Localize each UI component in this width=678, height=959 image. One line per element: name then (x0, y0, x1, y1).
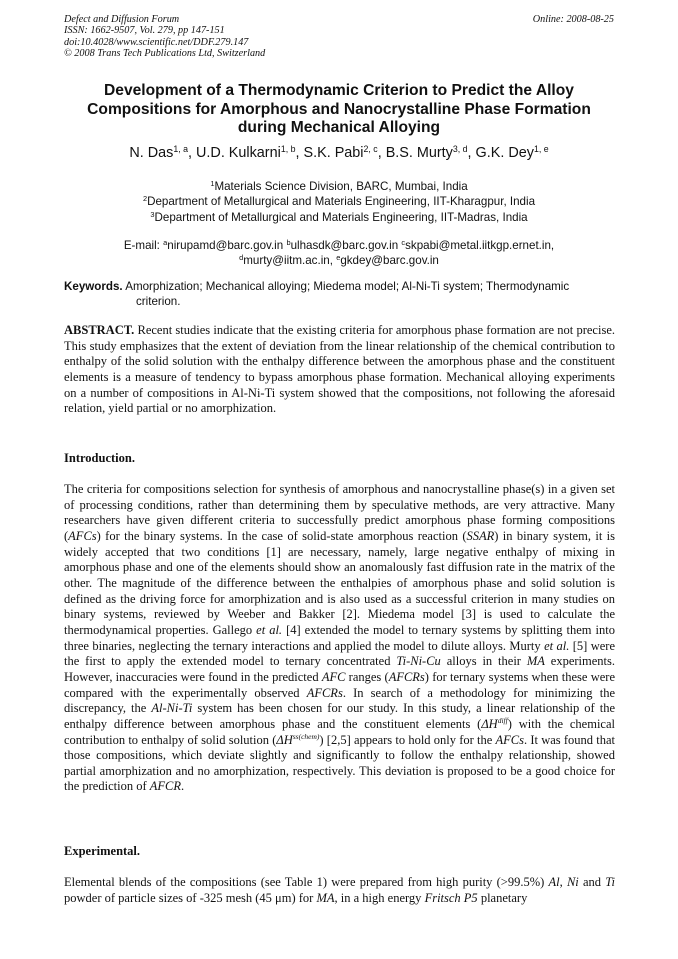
email-block: E-mail: $^a$nirupamd@barc.gov.in $^b$ulhasdk@barc.gov.in $^c$skpabi@metal.iitkgp.ernet.in, $^d$murty@iitm.ac.in, $^e$gkdey@barc.gov.in (123, 238, 555, 267)
abstract-label: ABSTRACT. (64, 323, 135, 337)
author-name: U.D. Kulkarni (196, 145, 281, 161)
email-link[interactable]: nirupamd@barc.gov.in (167, 239, 284, 252)
author-name: G.K. Dey (475, 145, 534, 161)
email-label: E-mail: (123, 239, 164, 252)
author-name: N. Das (129, 145, 174, 161)
author-affiliation-mark: 1, b (280, 144, 296, 154)
abstract (64, 323, 615, 417)
journal-header (64, 14, 265, 60)
paper-title (40, 82, 638, 138)
keywords-text: Amorphization; Mechanical alloying; Miedema model; Al-Ni-Ti system; Thermodynamic (122, 280, 570, 293)
email-link[interactable]: skpabi@metal.iitkgp.ernet.in, (405, 239, 555, 252)
affiliation-item: $^2$Department of Metallurgical and Materials Engineering, IIT-Kharagpur, India (142, 194, 536, 209)
author-list: N. Das$^{1, a}$, U.D. Kulkarni$^{1, b}$, S.K. Pabi$^{2, c}$, B.S. Murty$^{3, d}$, G.K. Dey$^{1, e}$ (129, 144, 549, 161)
author-affiliation-mark: 1, a (173, 144, 189, 154)
affiliation-item: $^3$Department of Metallurgical and Materials Engineering, IIT-Madras, India (150, 209, 528, 224)
author-name: S.K. Pabi (303, 145, 364, 161)
introduction-paragraph: The criteria for compositions selection for synthesis of amorphous and nanocrystalline phase(s) in a given set of processing conditions, rather than determining them by speculative methods, are very attractive. Many researchers have given different criteria to successfully predict amorphous phase forming compositions (AFCs) for the binary systems. In the case of solid-state amorphous reaction (SSAR) in binary system, it is widely accepted that two conditions [1] are necessary, namely, large negative enthalpy of mixing in amorphous phase and one of the elements should show an anomalously fast diffusion rate in the matrix of the other. The magnitude of the difference between the enthalpies of amorphous phase and solid solution is defined as the driving force for amorphization and is also used as a successful criterion in many studies on binary systems, reviewed by Weeber and Bakker [2]. Miedema model [3] is used to calculate the thermodynamical properties. Gallego et al. [4] extended the model to ternary systems by splitting them into three binaries, neglecting the ternary interactions and applied the model to dilute alloys. Murty et al. [5] were the first to apply the extended model to ternary concentrated Ti-Ni-Cu alloys in their MA experiments. However, inaccuracies were found in the predicted AFC ranges (AFCRs) for ternary systems when these were compared with the experimentally observed AFCRs. In search of a methodology for minimizing the discrepancy, the Al-Ni-Ti system has been chosen for our study. In this study, a linear relationship of the enthalpy difference between amorphous phase and the constituent elements $(\Delta H^{diff})$ with the chemical contribution to enthalpy of solid solution $(\Delta H^{ss(chem)})$ [2,5] appears to hold only for the AFCs. It was found that those compositions, which deviate slightly and significantly to follow the enthalpy relationship, showed partial amorphization and no amorphization, respectively. This deviation is proposed to be a good choice for the prediction of AFCR. (64, 482, 616, 794)
title-line-3: during Mechanical Alloying (237, 119, 441, 137)
issn-line: ISSN: 1662-9507, Vol. 279, pp 147-151 (64, 25, 225, 37)
keywords-block (64, 279, 616, 309)
copyright-line: © 2008 Trans Tech Publications Ltd, Switzerland (64, 48, 266, 60)
online-date: Online: 2008-08-25 (532, 14, 614, 25)
author-affiliation-mark: 2, c (363, 144, 378, 154)
affiliation-item: $^1$Materials Science Division, BARC, Mumbai, India (210, 179, 468, 193)
email-link[interactable]: ulhasdk@barc.gov.in (290, 239, 399, 252)
doi-line: doi:10.4028/www.scientific.net/DDF.279.147 (64, 36, 249, 48)
author-affiliation-mark: 1, e (533, 144, 549, 154)
email-link[interactable]: gkdey@barc.gov.in (340, 254, 439, 267)
experimental-paragraph: Elemental blends of the compositions (see Table 1) were prepared from high purity (>99.5%) Al, Ni and Ti powder of particle sizes of -325 mesh (45 μm) for MA, in a high energy Fritsch P5 planetary (64, 875, 615, 905)
introduction-heading: Introduction. (64, 451, 135, 465)
author-affiliation-mark: 3, d (452, 144, 468, 154)
delta-h-diff-symbol: $\Delta H^{diff}$ (481, 715, 508, 731)
journal-name: Defect and Diffusion Forum (64, 14, 180, 25)
affiliation-list (30, 179, 648, 225)
keywords-label: Keywords. (64, 280, 123, 293)
email-link[interactable]: murty@iitm.ac.in, (243, 254, 333, 267)
title-line-1: Development of a Thermodynamic Criterion to Predict the Alloy (104, 82, 574, 99)
abstract-text: Recent studies indicate that the existing criteria for amorphous phase formation are not precise. This study emphasizes that the extent of deviation from the linear relationship of the chemical contribution to enthalpy of the solid solution with the enthalpy difference between the amorphous phase and the constituent elements is a measure of tendency to bypass amorphous phase formation. Mechanical alloying experiments on a number of compositions in Al-Ni-Ti system showed that the compositions, not following the aforesaid relation, yield partial or no amorphization. (64, 323, 615, 416)
keywords-text-cont: criterion. (136, 295, 181, 308)
experimental-heading: Experimental. (64, 844, 141, 858)
delta-h-ss-chem-symbol: $\Delta H^{ss(chem)}$ (276, 731, 320, 747)
author-name: B.S. Murty (385, 145, 453, 161)
title-line-2: Compositions for Amorphous and Nanocrystalline Phase Formation (87, 100, 591, 118)
